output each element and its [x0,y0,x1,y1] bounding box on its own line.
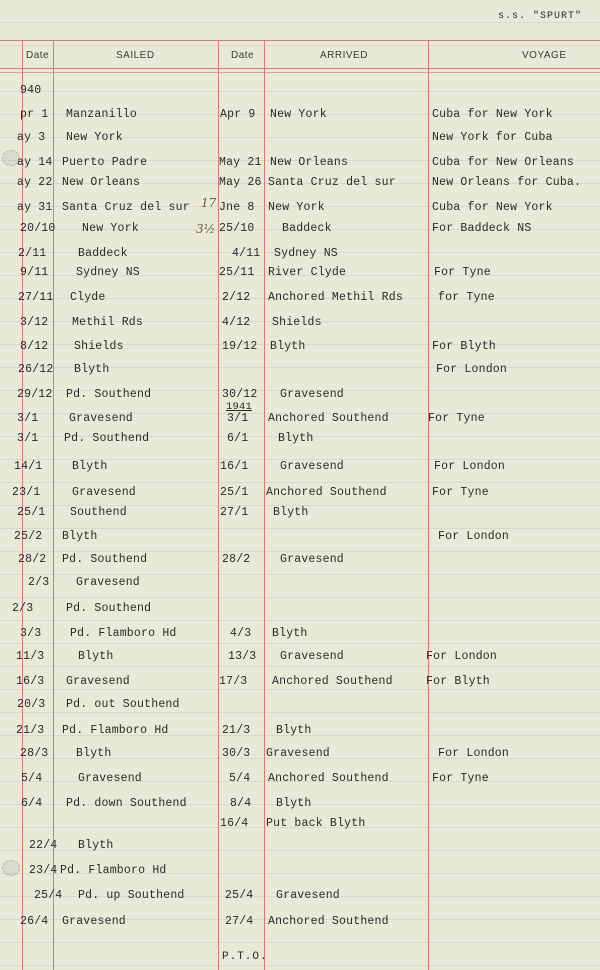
port-sailed: Pd. Southend [64,432,150,445]
date-arrived: Jne 8 [219,201,255,214]
pencil-note: 17 [201,196,217,210]
punch-hole [2,860,20,876]
port-sailed: Clyde [70,291,106,304]
voyage: For Tyne [432,772,489,785]
port-arrived: Put back Blyth [266,817,366,830]
voyage: For Tyne [432,486,489,499]
header-date-sailed: Date [26,50,50,61]
port-sailed: Gravesend [72,486,136,499]
col-rule-date1 [53,40,54,970]
voyage: For London [434,460,506,473]
date-arrived: 21/3 [222,724,251,737]
voyage: For Blyth [426,675,490,688]
port-arrived: New York [268,201,325,214]
date-arrived: 16/1 [220,460,249,473]
port-sailed: Gravesend [66,675,130,688]
voyage: For London [438,530,510,543]
date-sailed: 20/3 [17,698,46,711]
date-arrived: 28/2 [222,553,251,566]
port-arrived: Anchored Southend [268,772,389,785]
date-sailed: 22/4 [29,839,58,852]
port-sailed: Puerto Padre [62,156,148,169]
date-sailed: 27/11 [18,291,54,304]
date-sailed: 25/1 [17,506,46,519]
date-sailed: ay 14 [17,156,53,169]
ship-name: s.s. "SPURT" [498,11,583,22]
port-arrived: Sydney NS [274,247,338,260]
port-sailed: Blyth [72,460,108,473]
voyage: For London [426,650,498,663]
voyage: New Orleans for Cuba. [432,176,582,189]
port-sailed: Sydney NS [76,266,140,279]
date-arrived: 4/3 [230,627,252,640]
date-sailed: 14/1 [14,460,43,473]
date-arrived: 3/1 [227,412,249,425]
header-arrived: ARRIVED [320,50,368,61]
date-sailed: 11/3 [16,650,45,663]
date-arrived: 30/3 [222,747,251,760]
port-sailed: Pd. Southend [62,553,148,566]
port-arrived: New York [270,108,327,121]
port-sailed: Manzanillo [66,108,138,121]
date-sailed: 9/11 [20,266,49,279]
port-sailed: Baddeck [78,247,128,260]
date-sailed: 21/3 [16,724,45,737]
port-arrived: Shields [272,316,322,329]
date-sailed: 16/3 [16,675,45,688]
voyage: Cuba for New York [432,201,553,214]
date-arrived: 19/12 [222,340,258,353]
voyage: For Blyth [432,340,496,353]
port-sailed: Southend [70,506,127,519]
date-arrived: 16/4 [220,817,249,830]
port-arrived: River Clyde [268,266,347,279]
voyage: For London [436,363,508,376]
date-sailed: 8/12 [20,340,49,353]
port-arrived: Blyth [270,340,306,353]
date-arrived: 25/11 [219,266,255,279]
year-note: 1941 [226,401,253,413]
port-arrived: Blyth [273,506,309,519]
date-sailed: 3/1 [17,432,39,445]
date-sailed: 26/12 [18,363,54,376]
date-arrived: 27/1 [220,506,249,519]
date-sailed: 2/11 [18,247,47,260]
date-sailed: 940 [20,84,42,97]
date-arrived: May 21 [219,156,262,169]
port-arrived: Anchored Southend [272,675,393,688]
voyage: New York for Cuba [432,131,553,144]
date-arrived: 25/1 [220,486,249,499]
pencil-note: 3½ [196,222,216,236]
date-sailed: 28/2 [18,553,47,566]
port-sailed: Pd. up Southend [78,889,185,902]
date-arrived: 6/1 [227,432,249,445]
date-sailed: 5/4 [21,772,43,785]
date-sailed: 6/4 [21,797,43,810]
port-arrived: Blyth [278,432,314,445]
date-sailed: 3/1 [17,412,39,425]
port-sailed: New Orleans [62,176,141,189]
date-arrived: 2/12 [222,291,251,304]
voyage: For Tyne [428,412,485,425]
date-arrived: 8/4 [230,797,252,810]
port-arrived: Gravesend [280,650,344,663]
date-arrived: 30/12 [222,388,258,401]
date-sailed: ay 31 [17,201,53,214]
port-sailed: Blyth [78,650,114,663]
port-sailed: Blyth [76,747,112,760]
col-rule-date2 [264,40,265,970]
voyage: Cuba for New Orleans [432,156,575,169]
date-arrived: May 26 [219,176,262,189]
port-arrived: Blyth [276,797,312,810]
port-arrived: Gravesend [276,889,340,902]
date-arrived: 4/11 [232,247,261,260]
voyage: for Tyne [438,291,495,304]
date-sailed: 29/12 [17,388,53,401]
header-date-arrived: Date [231,50,255,61]
port-sailed: Gravesend [69,412,133,425]
port-sailed: New York [82,222,139,235]
port-arrived: Anchored Southend [268,915,389,928]
port-arrived: New Orleans [270,156,349,169]
port-sailed: Blyth [78,839,114,852]
voyage: For Tyne [434,266,491,279]
port-arrived: Santa Cruz del sur [268,176,396,189]
header-voyage: VOYAGE [522,50,567,61]
port-sailed: Gravesend [76,576,140,589]
voyage: Cuba for New York [432,108,553,121]
date-sailed: ay 22 [17,176,53,189]
date-sailed: pr 1 [20,108,49,121]
date-sailed: 3/3 [20,627,42,640]
date-arrived: 4/12 [222,316,251,329]
date-arrived: 17/3 [219,675,248,688]
date-arrived: 13/3 [228,650,257,663]
port-arrived: Gravesend [280,460,344,473]
date-sailed: 26/4 [20,915,49,928]
page-turn-over: P.T.O. [222,951,268,963]
header-double-rule [0,72,600,73]
header-bottom-rule [0,68,600,69]
port-arrived: Baddeck [282,222,332,235]
voyage: For London [438,747,510,760]
port-sailed: Gravesend [62,915,126,928]
voyage: For Baddeck NS [432,222,532,235]
port-sailed: Pd. out Southend [66,698,180,711]
port-arrived: Gravesend [280,388,344,401]
date-sailed: 20/10 [20,222,56,235]
port-sailed: New York [66,131,123,144]
port-sailed: Shields [74,340,124,353]
port-sailed: Blyth [74,363,110,376]
port-arrived: Anchored Southend [268,412,389,425]
date-arrived: 25/10 [219,222,255,235]
port-sailed: Pd. Southend [66,388,152,401]
port-arrived: Gravesend [266,747,330,760]
port-sailed: Pd. Southend [66,602,152,615]
port-arrived: Gravesend [280,553,344,566]
header-sailed: SAILED [116,50,155,61]
port-sailed: Methil Rds [72,316,144,329]
date-sailed: 2/3 [28,576,50,589]
port-sailed: Pd. Flamboro Hd [62,724,169,737]
date-arrived: 27/4 [225,915,254,928]
date-sailed: 23/1 [12,486,41,499]
port-sailed: Pd. Flamboro Hd [60,864,167,877]
port-arrived: Blyth [276,724,312,737]
date-sailed: 2/3 [12,602,34,615]
date-sailed: 25/4 [34,889,63,902]
date-arrived: 25/4 [225,889,254,902]
col-rule-arrived [428,40,429,970]
port-sailed: Gravesend [78,772,142,785]
date-sailed: ay 3 [17,131,46,144]
date-sailed: 23/4 [29,864,58,877]
port-arrived: Blyth [272,627,308,640]
date-arrived: Apr 9 [220,108,256,121]
port-arrived: Anchored Southend [266,486,387,499]
date-sailed: 3/12 [20,316,49,329]
port-sailed: Pd. down Southend [66,797,187,810]
port-sailed: Pd. Flamboro Hd [70,627,177,640]
header-top-rule [0,40,600,41]
port-sailed: Blyth [62,530,98,543]
date-sailed: 28/3 [20,747,49,760]
port-arrived: Anchored Methil Rds [268,291,403,304]
date-sailed: 25/2 [14,530,43,543]
date-arrived: 5/4 [229,772,251,785]
port-sailed: Santa Cruz del sur [62,201,190,214]
